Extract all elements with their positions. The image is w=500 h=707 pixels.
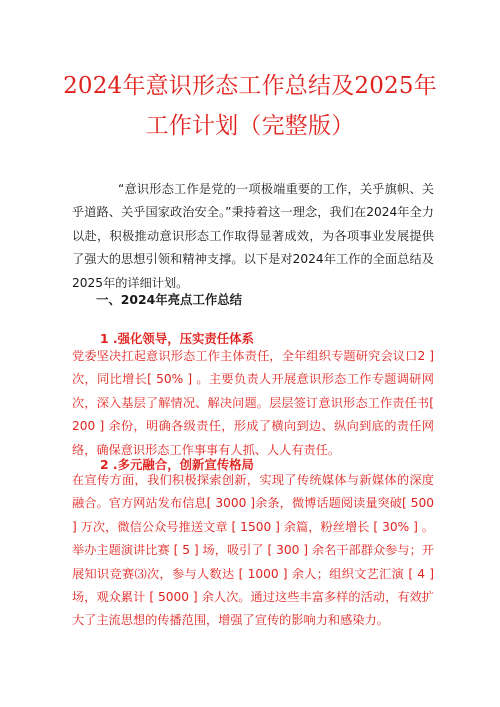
- section-heading: 一、2024年亮点工作总结: [96, 292, 243, 307]
- subsection-heading-2: 2 .多元融合，创新宣传格局: [100, 457, 254, 472]
- intro-paragraph: “意识形态工作是党的一项极端重要的工作，关乎旗帜、关乎道路、关乎国家政治安全。”秉持着这一理念，我们在2024年全力以赴，积极推动意识形态工作取得显著成效，为各项事业发展提供了强大的思想引领和精神支撑。以下是对2024年工作的全面总结及2025年的详细计划。: [72, 182, 434, 290]
- subsection-body-2: 在宣传方面，我们积极探索创新，实现了传统媒体与新媒体的深度融合。官方网站发布信息[ 3000 ]余条，微博话题阅读量突破[ 500 ] 万次，微信公众号推送文章 [ 1500 ] 余篇，粉丝增长 [ 30% ] 。举办主题演讲比赛 [ 5 ] 场，吸引了 [ 300 ] 余名干部群众参与；开展知识竞赛⑶次，参与人数达 [ 1000 ] 余人；组织文艺汇演 [ 4 ] 场，观众累计 [ 5000 ] 余人次。通过这些丰富多样的活动，有效扩大了主流思想的传播范围，增强了宣传的影响力和感染力。: [72, 473, 434, 628]
- subsection-body-1: 党委坚决扛起意识形态工作主体责任，全年组织专题研究会议口2 ]次，同比增长[ 50% ] 。主要负责人开展意识形态工作专题调研网次，深入基层了解情况、解决问题。层层签订意识形态工作责任书[ 200 ] 余份，明确各级责任，形成了横向到边、纵向到底的责任网络，确保意识形态工作事事有人抓、人人有责任。: [72, 349, 434, 457]
- document-title: 2024年意识形态工作总结及2025年工作计划（完整版）: [63, 73, 437, 139]
- subsection-heading-1: 1 .强化领导，压实责任体系: [100, 331, 254, 346]
